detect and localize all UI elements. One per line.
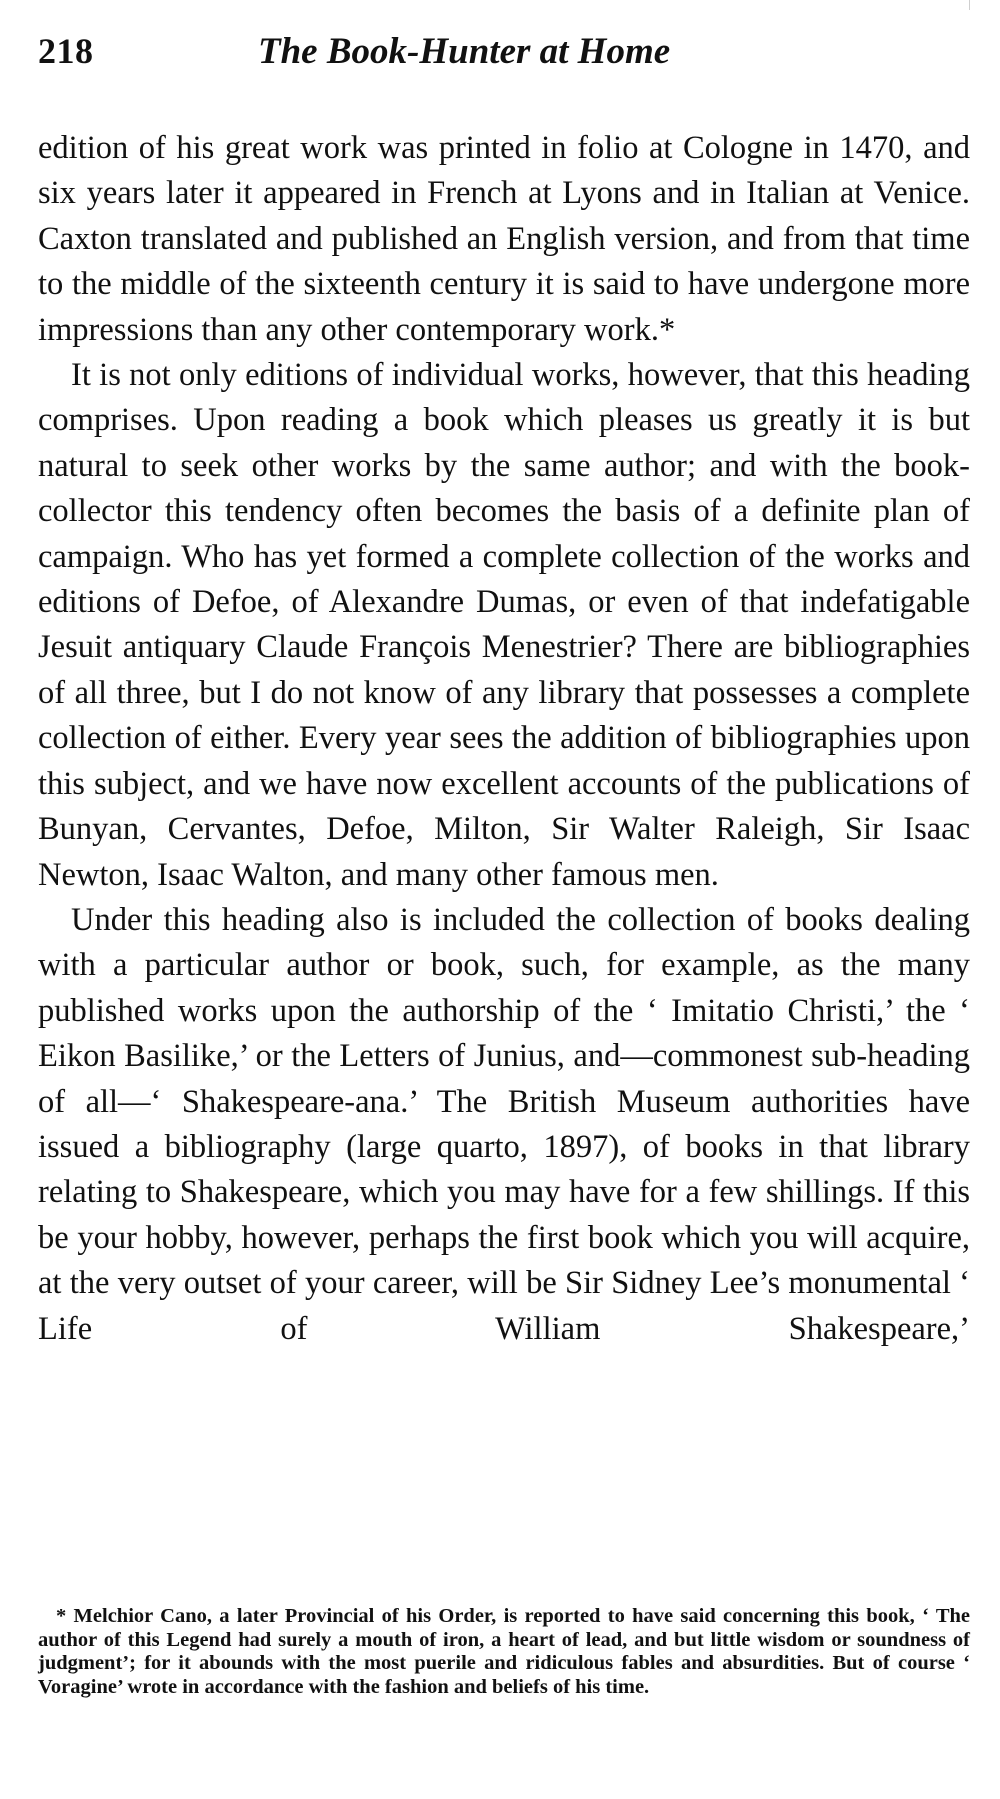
page-number: 218 [38, 31, 94, 71]
footnote-text: * Melchior Cano, a later Provincial of his Order, is reported to have said concerning this book, ‘ The author of this Legend had surely a mouth of iron, a heart of lead, and but little wisdom or soundness of judgment’; for it abounds with the most puerile and ridiculous fables and absurdities. But of course ‘ Voragine’ wrote in accordance with the fashion and beliefs of his time. [38, 1605, 970, 1698]
paragraph-3: Under this heading also is included the collection of books dealing with a particular author or book, such, for example, as the many published works upon the authorship of the ‘ Imitatio Christi,’ the ‘ Eikon Basilike,’ or the Letters of Junius, and—commonest sub-heading of all—‘ Shakespeare-ana.’ The British Museum authorities have issued a bibliography (large quarto, 1897), of books in that library relating to Shakespeare, which you may have for a few shillings. If this be your hobby, however, perhaps the first book which you will acquire, at the very outset of your career, will be Sir Sidney Lee’s monumental ‘ Life of William Shakespeare,’ [38, 901, 970, 1347]
running-head [38, 30, 968, 80]
page-edge-mark [969, 0, 970, 10]
body-text [38, 126, 970, 1352]
paragraph-2: It is not only editions of individual works, however, that this heading comprises. Upon reading a book which pleases us greatly it is but natural to seek other works by the same author; and with the book-collector this tendency often becomes the basis of a definite plan of campaign. Who has yet formed a complete collection of the works and editions of Defoe, of Alexandre Dumas, or even of that indefatigable Jesuit antiquary Claude François Menestrier? There are bibliographies of all three, but I do not know of any library that possesses a complete collection of either. Every year sees the addition of bibliographies upon this subject, and we have now excellent accounts of the publications of Bunyan, Cervantes, Defoe, Milton, Sir Walter Raleigh, Sir Isaac Newton, Isaac Walton, and many other famous men. [38, 357, 970, 893]
running-title: The Book-Hunter at Home [258, 31, 671, 72]
footnote [38, 1605, 970, 1699]
paragraph-1: edition of his great work was printed in folio at Cologne in 1470, and six years later it appeared in French at Lyons and in Italian at Venice. Caxton translated and published an English version, and from that time to the middle of the sixteenth century it is said to have undergone more impressions than any other contemporary work.* [38, 130, 970, 348]
